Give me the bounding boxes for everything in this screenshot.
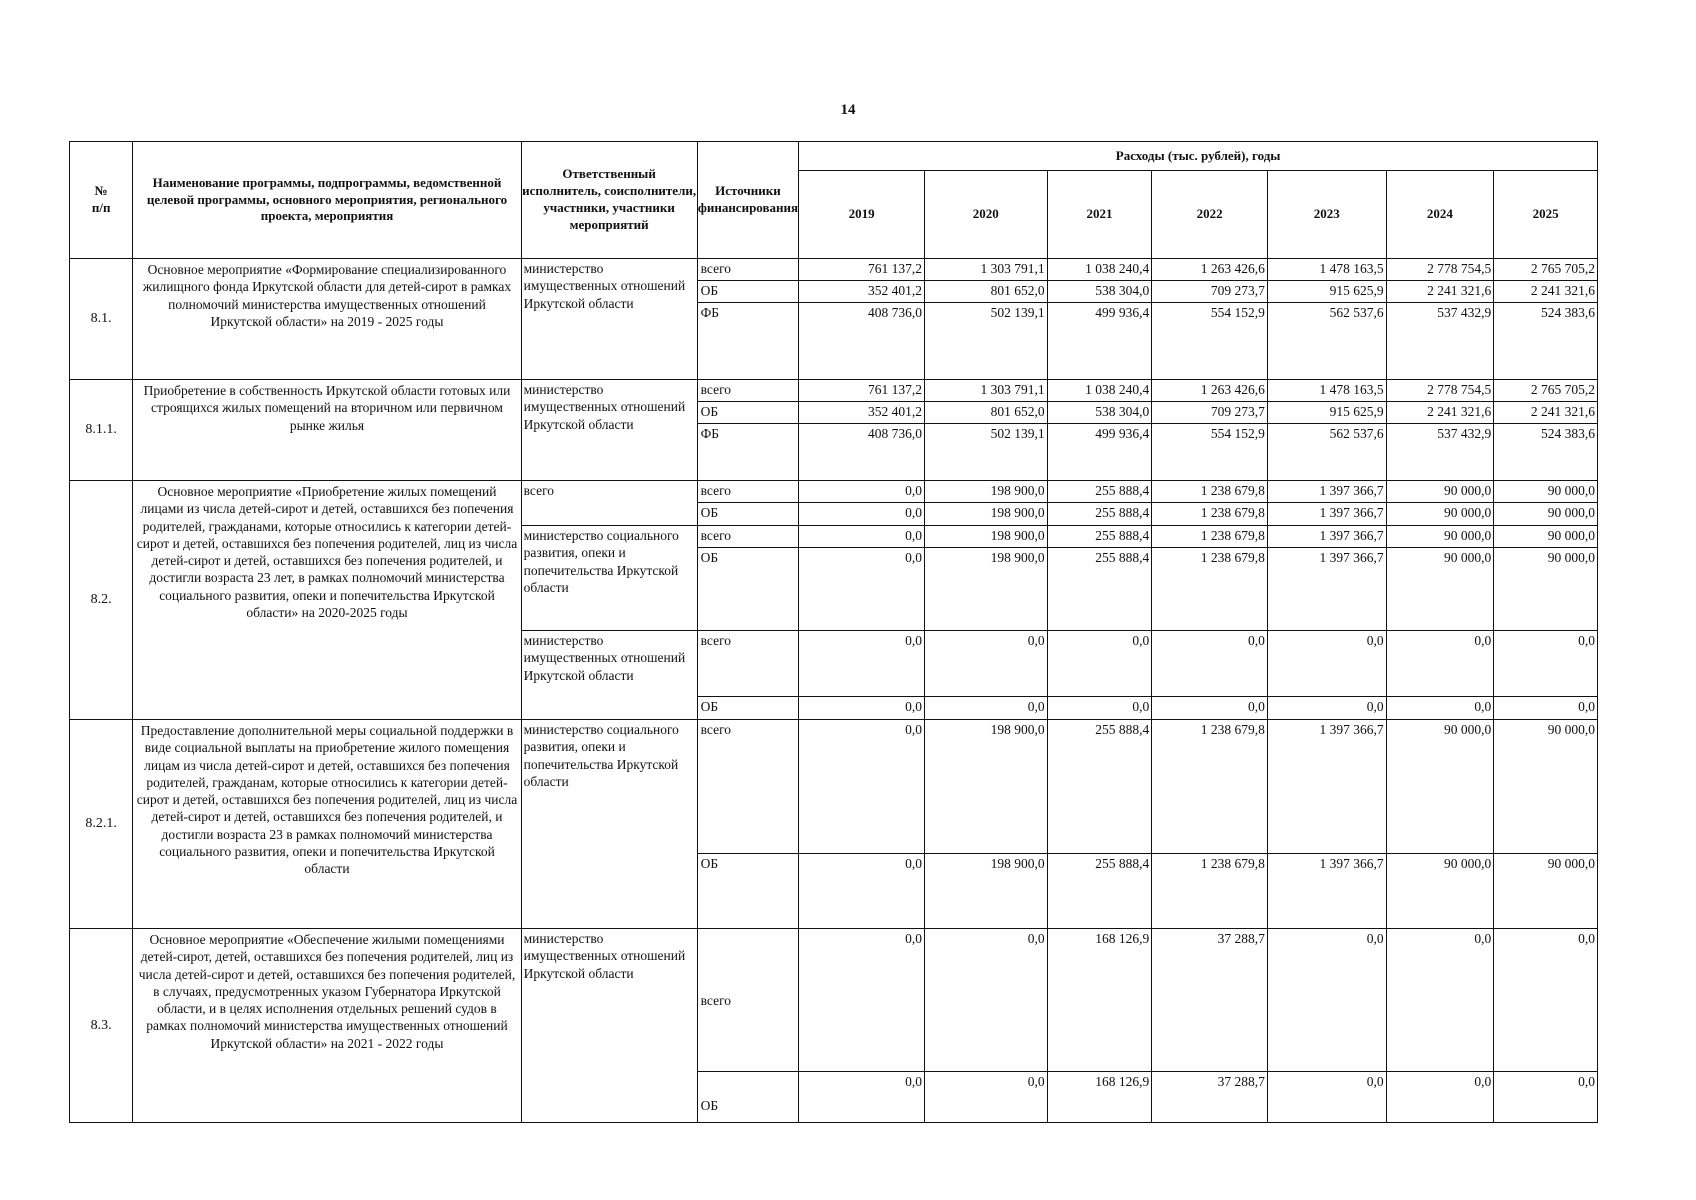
table-row [70,259,1598,380]
header-num: № п/п [70,142,133,259]
source-cell [697,259,799,380]
value: 0,0 [1248,699,1265,714]
source-label: ОБ [700,550,719,565]
value-cell [1267,526,1386,631]
value: 0,0 [1578,1074,1595,1089]
header-year: 2021 [1047,171,1152,259]
value: 198 900,0 [925,526,1047,548]
value: 0,0 [799,929,924,1072]
row-responsible: министерство имущественных отношений Иркутской области [521,929,697,1123]
value: 352 401,2 [799,402,924,424]
value: 90 000,0 [1494,481,1597,503]
value-cell [1494,259,1598,380]
value: 198 900,0 [990,550,1045,565]
value-cell [1494,481,1598,526]
value: 2 241 321,6 [1494,402,1597,424]
value: 537 432,9 [1437,305,1492,320]
value: 0,0 [1268,929,1386,1072]
value: 554 152,9 [1210,426,1265,441]
value: 0,0 [1474,699,1492,714]
value: 709 273,7 [1152,281,1267,303]
value-cell [799,526,925,631]
value: 198 900,0 [990,856,1045,871]
source-label: всего [698,259,799,281]
value: 709 273,7 [1152,402,1267,424]
row-responsible: министерство имущественных отношений Иркутской области [521,380,697,481]
source-label: всего [698,929,799,1072]
value: 554 152,9 [1210,305,1265,320]
source-cell [697,929,799,1123]
row-number: 8.2. [70,481,133,720]
table-row [70,481,1598,526]
row-name: Основное мероприятие «Приобретение жилых помещений лицами из числа детей-сирот и детей, оставшихся без попечения родителей, гражданами, которые относились к категории детей-сирот и детей, оставшихся без попечения родителей, лиц из числа детей-сирот и детей, оставшихся без попечения родителей, и достигли возраста 23 лет, в рамках полномочий министерства социального развития, опеки и попечительства Иркутской области» на 2020-2025 годы [133,481,521,720]
value-cell [1267,380,1386,481]
value: 1 238 679,8 [1152,481,1267,503]
value: 255 888,4 [1048,526,1152,548]
value-cell [1047,631,1152,720]
value-cell [799,481,925,526]
value: 0,0 [799,631,924,697]
value-cell [1267,929,1386,1123]
value-cell [1152,526,1268,631]
value: 1 397 366,7 [1268,481,1386,503]
value: 2 241 321,6 [1387,402,1494,424]
value-cell [799,259,925,380]
source-label: ОБ [700,856,719,871]
value: 255 888,4 [1095,550,1150,565]
header-year: 2022 [1152,171,1268,259]
value: 1 397 366,7 [1268,526,1386,548]
value: 0,0 [905,856,922,871]
source-cell [697,526,799,631]
value: 2 241 321,6 [1494,281,1597,303]
value-cell [924,929,1047,1123]
value: 524 383,6 [1541,305,1595,320]
value-cell [799,631,925,720]
value: 168 126,9 [1095,1074,1150,1089]
row-number: 8.3. [70,929,133,1123]
value-cell [1494,929,1598,1123]
source-label: всего [698,631,799,697]
table-row [70,929,1598,1123]
value: 1 397 366,7 [1319,856,1384,871]
value: 0,0 [905,1074,922,1089]
value-cell [924,526,1047,631]
value: 0,0 [799,481,924,503]
value: 255 888,4 [1095,856,1150,871]
value: 0,0 [1494,631,1597,697]
value-cell [1386,720,1494,929]
value-cell [1267,631,1386,720]
value-cell [1047,380,1152,481]
value: 1 397 366,7 [1268,720,1386,854]
value: 1 397 366,7 [1319,505,1384,520]
value: 37 288,7 [1152,929,1267,1072]
value: 1 038 240,4 [1048,259,1152,281]
header-year: 2025 [1494,171,1598,259]
value: 90 000,0 [1547,550,1595,565]
value: 0,0 [1027,1074,1045,1089]
value-cell [1267,481,1386,526]
row-responsible: всего [521,481,697,526]
value: 1 478 163,5 [1268,259,1386,281]
value: 801 652,0 [925,402,1047,424]
value: 90 000,0 [1547,505,1595,520]
value-cell [1386,929,1494,1123]
value: 90 000,0 [1547,856,1595,871]
value: 562 537,6 [1329,426,1384,441]
value-cell [1386,526,1494,631]
source-label: ОБ [700,1098,719,1113]
source-label: ФБ [700,426,720,441]
value: 1 038 240,4 [1048,380,1152,402]
value-cell [1152,929,1268,1123]
header-name: Наименование программы, подпрограммы, ведомственной целевой программы, основного мероприятия, регионального проекта, мероприятия [133,142,521,259]
value-cell [1152,481,1268,526]
value-cell [924,259,1047,380]
value: 538 304,0 [1048,402,1152,424]
header-year: 2019 [799,171,925,259]
value: 524 383,6 [1541,426,1595,441]
row-responsible: министерство социального развития, опеки и попечительства Иркутской области [521,720,697,929]
header-responsible: Ответственный исполнитель, соисполнители, участники, участники мероприятий [521,142,697,259]
value: 352 401,2 [799,281,924,303]
source-label: ОБ [700,505,719,520]
source-cell [697,481,799,526]
value-cell [1386,380,1494,481]
value: 90 000,0 [1443,505,1492,520]
value: 168 126,9 [1048,929,1152,1072]
value: 0,0 [925,929,1047,1072]
table-row [70,380,1598,481]
value: 0,0 [1366,699,1384,714]
value: 0,0 [1027,699,1045,714]
row-name: Приобретение в собственность Иркутской области готовых или строящихся жилых помещений на вторичном или первичном рынке жилья [133,380,521,481]
value: 562 537,6 [1329,305,1384,320]
value: 2 765 705,2 [1494,259,1597,281]
value-cell [924,631,1047,720]
value-cell [1386,481,1494,526]
value: 90 000,0 [1443,856,1492,871]
value: 0,0 [1268,631,1386,697]
value-cell [1494,720,1598,929]
value-cell [1047,720,1152,929]
source-cell [697,720,799,929]
value-cell [1494,380,1598,481]
page-number: 14 [840,102,856,118]
value: 0,0 [1578,699,1595,714]
value-cell [1386,259,1494,380]
source-label: всего [698,526,799,548]
value: 1 303 791,1 [925,380,1047,402]
value: 1 397 366,7 [1319,550,1384,565]
value: 801 652,0 [925,281,1047,303]
value: 0,0 [799,526,924,548]
value-cell [1047,259,1152,380]
value-cell [1047,526,1152,631]
source-label: ОБ [698,281,799,303]
value-cell [1152,259,1268,380]
value: 499 936,4 [1095,426,1150,441]
value: 1 238 679,8 [1200,550,1265,565]
value: 1 303 791,1 [925,259,1047,281]
value: 537 432,9 [1437,426,1492,441]
source-label: всего [698,380,799,402]
value: 0,0 [799,720,924,854]
value-cell [1267,259,1386,380]
value-cell [1267,720,1386,929]
value: 915 625,9 [1268,402,1386,424]
value: 1 263 426,6 [1152,259,1267,281]
value: 198 900,0 [990,505,1045,520]
value: 0,0 [1152,631,1267,697]
value: 408 736,0 [867,305,922,320]
value: 90 000,0 [1387,481,1494,503]
value: 90 000,0 [1387,720,1494,854]
source-cell [697,380,799,481]
value: 1 238 679,8 [1152,526,1267,548]
header-year: 2023 [1267,171,1386,259]
value: 2 765 705,2 [1494,380,1597,402]
row-number: 8.1. [70,259,133,380]
row-responsible: министерство имущественных отношений Иркутской области [521,631,697,720]
value: 538 304,0 [1048,281,1152,303]
value-cell [924,380,1047,481]
value: 0,0 [1474,1074,1492,1089]
value: 1 263 426,6 [1152,380,1267,402]
row-number: 8.1.1. [70,380,133,481]
value: 0,0 [905,550,922,565]
value: 198 900,0 [925,720,1047,854]
header-year: 2020 [924,171,1047,259]
value: 0,0 [1048,631,1152,697]
value: 2 778 754,5 [1387,259,1494,281]
value: 90 000,0 [1494,720,1597,854]
value-cell [924,720,1047,929]
value-cell [799,380,925,481]
value: 0,0 [1494,929,1597,1072]
value: 2 778 754,5 [1387,380,1494,402]
value-cell [1386,631,1494,720]
value: 0,0 [1387,929,1494,1072]
value: 0,0 [925,631,1047,697]
value-cell [799,929,925,1123]
header-year: 2024 [1386,171,1494,259]
value: 0,0 [1366,1074,1384,1089]
row-name: Основное мероприятие «Обеспечение жилыми помещениями детей-сирот, детей, оставшихся без попечения родителей, лиц из числа детей-сирот и детей, оставшихся без попечения родителей, в случаях, предусмотренных указом Губернатора Иркутской области, и в целях исполнения отдельных решений судов в рамках полномочий министерства имущественных отношений Иркутской области» на 2021 - 2022 годы [133,929,521,1123]
source-cell [697,631,799,720]
value: 0,0 [905,699,922,714]
value: 0,0 [905,505,922,520]
value: 2 241 321,6 [1387,281,1494,303]
value-cell [1047,481,1152,526]
value-cell [924,481,1047,526]
value-cell [1494,526,1598,631]
header-sources: Источники финансирования [697,142,799,259]
value: 198 900,0 [925,481,1047,503]
value: 255 888,4 [1095,505,1150,520]
value-cell [1152,631,1268,720]
row-responsible: министерство имущественных отношений Иркутской области [521,259,697,380]
source-label: всего [698,481,799,503]
table-row [70,720,1598,929]
header-expenses: Расходы (тыс. рублей), годы [799,142,1598,171]
value: 1 238 679,8 [1152,720,1267,854]
value: 0,0 [1132,699,1150,714]
value: 1 238 679,8 [1200,856,1265,871]
value: 915 625,9 [1268,281,1386,303]
value-cell [1047,929,1152,1123]
value-cell [1494,631,1598,720]
row-name: Основное мероприятие «Формирование специализированного жилищного фонда Иркутской области для детей-сирот в рамках полномочий министерства имущественных отношений Иркутской области» на 2019 - 2025 годы [133,259,521,380]
budget-table [69,141,1598,1123]
value: 499 936,4 [1095,305,1150,320]
value: 761 137,2 [799,259,924,281]
value: 90 000,0 [1387,526,1494,548]
value: 255 888,4 [1048,720,1152,854]
value: 1 478 163,5 [1268,380,1386,402]
value: 90 000,0 [1443,550,1492,565]
value: 37 288,7 [1217,1074,1265,1089]
source-label: всего [698,720,799,854]
row-name: Предоставление дополнительной меры социальной поддержки в виде социальной выплаты на приобретение жилого помещения лицам из числа детей-сирот и детей, оставшихся без попечения родителей, гражданам, которые относились к категории детей-сирот и детей, оставшихся без попечения родителей, лиц из числа детей-сирот и детей, оставшихся без попечения родителей, и достигли возраста 23 в рамках полномочий министерства социального развития, опеки и попечительства Иркутской области [133,720,521,929]
value: 502 139,1 [990,426,1045,441]
value-cell [1152,720,1268,929]
value: 761 137,2 [799,380,924,402]
value-cell [1152,380,1268,481]
value: 1 238 679,8 [1200,505,1265,520]
source-label: ФБ [700,305,720,320]
row-number: 8.2.1. [70,720,133,929]
value-cell [799,720,925,929]
source-label: ОБ [700,699,719,714]
value: 0,0 [1387,631,1494,697]
row-responsible: министерство социального развития, опеки и попечительства Иркутской области [521,526,697,631]
value: 255 888,4 [1048,481,1152,503]
value: 502 139,1 [990,305,1045,320]
source-label: ОБ [698,402,799,424]
value: 90 000,0 [1494,526,1597,548]
value: 408 736,0 [867,426,922,441]
